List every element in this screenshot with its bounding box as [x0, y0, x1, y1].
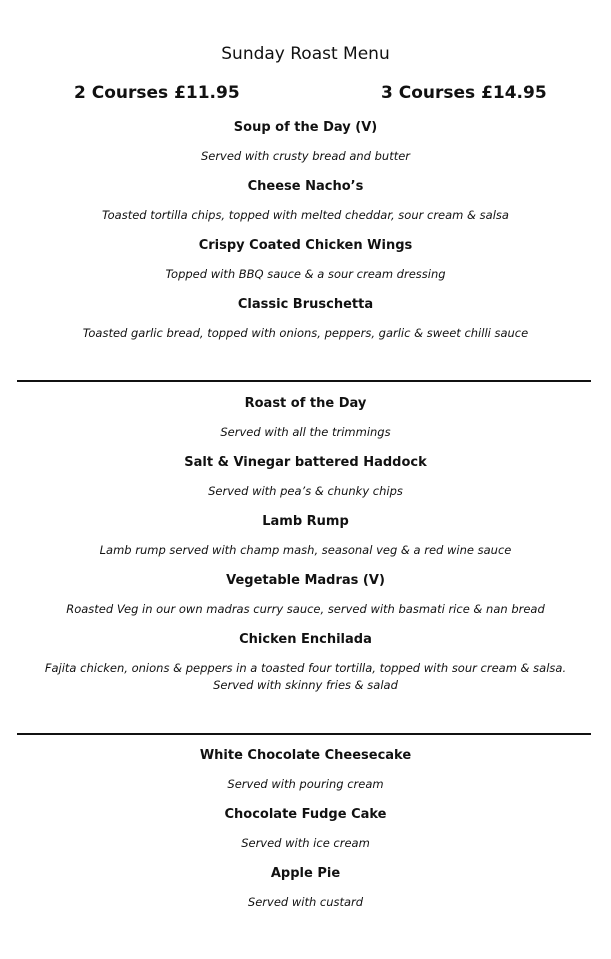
- item-name: White Chocolate Cheesecake: [199, 748, 412, 763]
- item-name: Roast of the Day: [244, 396, 367, 411]
- item-description: Served with crusty bread and butter: [200, 149, 411, 163]
- menu-item: [0, 571, 611, 618]
- item-name: Apple Pie: [270, 866, 341, 881]
- item-description-line: Fajita chicken, onions & peppers in a toasted four tortilla, topped with sour cream & salsa.: [44, 661, 567, 675]
- item-description: Topped with BBQ sauce & a sour cream dressing: [165, 267, 446, 281]
- item-name: Cheese Nacho’s: [247, 179, 364, 194]
- starters-section: [0, 118, 611, 354]
- item-name: Chocolate Fudge Cake: [224, 807, 387, 822]
- item-description: Lamb rump served with champ mash, seasonal veg & a red wine sauce: [99, 543, 512, 557]
- menu-item: [0, 236, 611, 283]
- menu-title: Sunday Roast Menu: [221, 44, 390, 64]
- item-description: Toasted garlic bread, topped with onions, peppers, garlic & sweet chilli sauce: [82, 326, 529, 340]
- menu-item: [0, 394, 611, 441]
- two-course-price: 2 Courses £11.95: [74, 83, 240, 103]
- section-divider: [17, 380, 591, 382]
- item-name: Lamb Rump: [262, 514, 349, 529]
- item-description: Served with pea’s & chunky chips: [208, 484, 403, 498]
- item-name: Crispy Coated Chicken Wings: [198, 238, 413, 253]
- item-description: Toasted tortilla chips, topped with melted cheddar, sour cream & salsa: [102, 208, 509, 222]
- item-description-line: Served with skinny fries & salad: [213, 678, 398, 692]
- menu-item: [0, 746, 611, 793]
- item-description: Served with custard: [247, 895, 364, 909]
- item-name: Chicken Enchilada: [239, 632, 372, 647]
- item-description: Served with all the trimmings: [220, 425, 391, 439]
- desserts-section: [0, 746, 611, 923]
- section-divider: [17, 733, 591, 735]
- item-description: Served with pouring cream: [227, 777, 384, 791]
- menu-item: [0, 295, 611, 342]
- menu-item: [0, 453, 611, 500]
- item-description: [0, 660, 611, 694]
- item-description: Roasted Veg in our own madras curry sauce, served with basmati rice & nan bread: [66, 602, 545, 616]
- menu-item: [0, 512, 611, 559]
- item-name: Vegetable Madras (V): [226, 573, 385, 588]
- menu-item: [0, 118, 611, 165]
- menu-item: [0, 864, 611, 911]
- item-name: Soup of the Day (V): [233, 120, 378, 135]
- menu-item: [0, 805, 611, 852]
- menu-item: [0, 630, 611, 694]
- menu-item: [0, 177, 611, 224]
- mains-section: [0, 394, 611, 706]
- item-description: Served with ice cream: [241, 836, 370, 850]
- three-course-price: 3 Courses £14.95: [381, 83, 547, 103]
- item-name: Classic Bruschetta: [237, 297, 374, 312]
- item-name: Salt & Vinegar battered Haddock: [184, 455, 427, 470]
